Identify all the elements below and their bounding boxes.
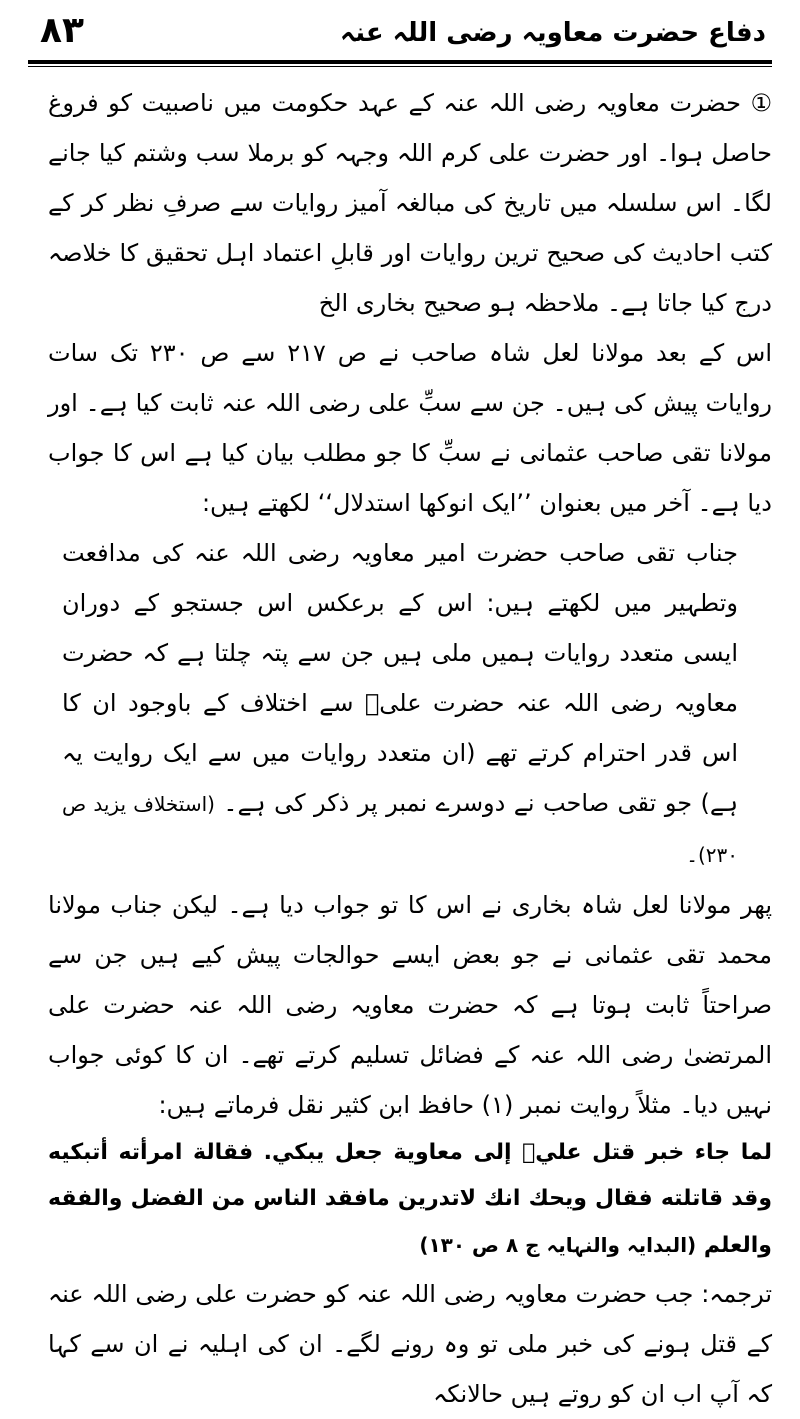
- page-header: [28, 8, 772, 56]
- paragraph-1: ① حضرت معاویہ رضی اللہ عنہ کے عہد حکومت میں ناصبیت کو فروغ حاصل ہوا۔ اور حضرت علی کرم اللہ وجہہ کو برملا سب وشتم کیا جانے لگا۔ اس سلسلہ میں تاریخ کی مبالغہ آمیز روایات سے صرفِ نظر کر کے کتب احادیث کی صحیح ترین روایات اور قابلِ اعتماد اہل تحقیق کا خلاصہ درج کیا جاتا ہے۔ ملاحظہ ہو صحیح بخاری الخ: [48, 89, 772, 317]
- quote-citation: (استخلاف یزید ص ۲۳۰)۔: [62, 792, 738, 867]
- header-rule-thin: [28, 66, 772, 67]
- arabic-citation: (البدایہ والنہایہ ج ۸ ص ۱۳۰): [419, 1233, 697, 1257]
- header-rule: [28, 60, 772, 64]
- running-title: دفاع حضرت معاویہ رضی اللہ عنہ: [339, 18, 766, 48]
- quoted-passage: [62, 528, 738, 880]
- page-number: ۸۳: [40, 10, 84, 51]
- arabic-text: لما جاء خبر قتل عليؓ إلى معاوية جعل يبكي. فقالة امرأته أتبكيه وقد قاتلته فقال ويحك انك لاتدرين مافقد الناس من الفضل والفقه والعلم: [48, 1140, 772, 1258]
- paragraph-3: پھر مولانا لعل شاہ بخاری نے اس کا تو جواب دیا ہے۔ لیکن جناب مولانا محمد تقی عثمانی نے جو بعض ایسے حوالجات پیش کیے ہیں جن سے صراحتاً ثابت ہوتا ہے کہ حضرت معاویہ رضی اللہ عنہ حضرت علی المرتضیٰ رضی اللہ عنہ کے فضائل تسلیم کرتے تھے۔ ان کا کوئی جواب نہیں دیا۔ مثلاً روایت نمبر (۱) حافظ ابن کثیر نقل فرماتے ہیں:: [48, 891, 772, 1119]
- quote-text: [62, 528, 738, 880]
- paragraph-2: اس کے بعد مولانا لعل شاہ صاحب نے ص ۲۱۷ سے ص ۲۳۰ تک سات روایات پیش کی ہیں۔ جن سے سبِّ علی رضی اللہ عنہ ثابت کیا ہے۔ اور مولانا تقی صاحب عثمانی نے سبِّ کا جو مطلب بیان کیا ہے اس کا جواب دیا ہے۔ آخر میں بعنوان ’’ایک انوکھا استدلال‘‘ لکھتے ہیں:: [48, 339, 772, 517]
- quote-body: جناب تقی صاحب حضرت امیر معاویہ رضی اللہ عنہ کی مدافعت وتطہیر میں لکھتے ہیں: اس کے برعکس اس جستجو کے دوران ایسی متعدد روایات ہمیں ملی ہیں جن سے پتہ چلتا ہے کہ حضرت معاویہ رضی اللہ عنہ حضرت علیؓ سے اختلاف کے باوجود ان کا اس قدر احترام کرتے تھے (ان متعدد روایات میں سے ایک روایت یہ ہے) جو تقی صاحب نے دوسرے نمبر پر ذکر کی ہے۔: [62, 539, 738, 817]
- arabic-quotation: [48, 1130, 772, 1269]
- page-body: [48, 78, 772, 1419]
- translation-paragraph: ترجمہ: جب حضرت معاویہ رضی اللہ عنہ کو حضرت علی رضی اللہ عنہ کے قتل ہونے کی خبر ملی تو وہ رونے لگے۔ ان کی اہلیہ نے ان سے کہا کہ آپ اب ان کو روتے ہیں حالانکہ: [48, 1280, 772, 1408]
